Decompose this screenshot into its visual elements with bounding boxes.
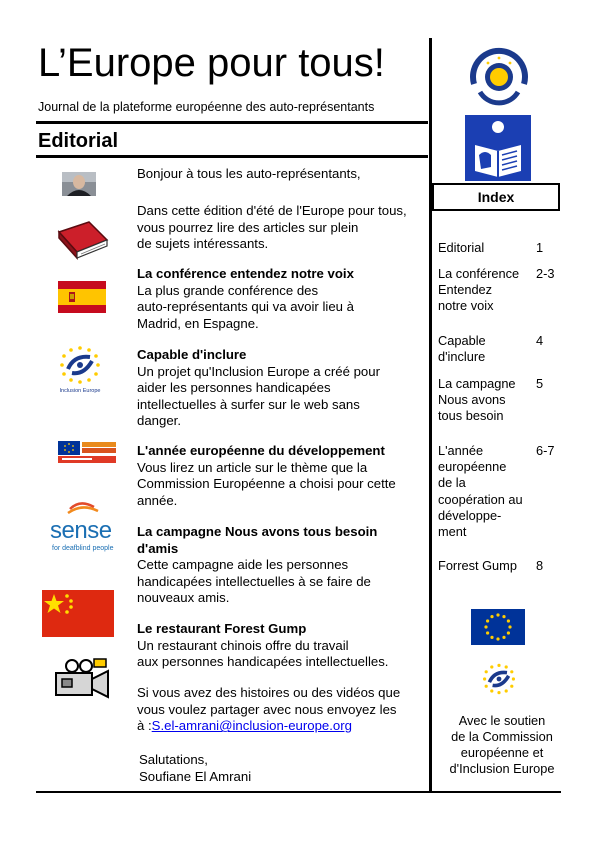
- index-item-label: La conférence: [438, 266, 520, 281]
- page-title: L’Europe pour tous!: [38, 41, 385, 85]
- video-camera-icon: [54, 657, 110, 699]
- intro-text: [137, 203, 407, 253]
- article-line: La plus grande conférence des: [137, 282, 319, 298]
- person-photo-icon: [62, 172, 96, 196]
- article-line: Vous lirez un article sur le thème que la: [137, 459, 368, 475]
- index-item-label: Forrest Gump: [438, 558, 517, 573]
- article-line: Cette campagne aide les personnes: [137, 557, 349, 573]
- signature-text: Soufiane El Amrani: [139, 768, 252, 784]
- support-line: d'Inclusion Europe: [449, 761, 555, 776]
- header-rule-top: [36, 121, 428, 124]
- index-item-label: Nous avons: [438, 392, 506, 408]
- article-conference: [137, 266, 354, 332]
- article-line: aux personnes handicapées intellectuelles.: [137, 654, 389, 670]
- easy-to-read-logo-icon: [465, 115, 531, 181]
- support-line: de la Commission: [451, 729, 553, 744]
- index-item-editorial[interactable]: [438, 240, 533, 256]
- article-line: année.: [137, 492, 178, 508]
- article-line: Commission Européenne a choisi pour cette: [137, 476, 396, 492]
- header-rule-bottom: [36, 155, 428, 158]
- article-line: auto-représentants qui va avoir lieu à: [137, 299, 354, 315]
- greeting-text: Bonjour à tous les auto-représentants,: [137, 166, 361, 181]
- index-item-label: notre voix: [438, 298, 494, 314]
- closing-text: Salutations,: [139, 752, 208, 767]
- article-campagne: [137, 524, 377, 607]
- inclusion-europe-small-logo-icon: [476, 663, 522, 703]
- stories-line-email: [137, 718, 400, 735]
- index-item-label: développe-: [438, 507, 502, 523]
- article-restaurant: [137, 621, 388, 671]
- inclusion-europe-logo-text: Inclusion Europe: [59, 388, 101, 394]
- index-item-page: 5: [536, 376, 544, 391]
- intro-line: Dans cette édition d'été de l'Europe pour tous,: [137, 203, 407, 218]
- circular-eu-logo-icon: [466, 44, 532, 110]
- sense-logo-tagline: for deafblind people: [52, 545, 114, 552]
- section-title: Editorial: [38, 130, 119, 152]
- article-heading: La campagne Nous avons tous besoin: [137, 524, 378, 539]
- article-line: danger.: [137, 413, 181, 429]
- article-line: Un restaurant chinois offre du travail: [137, 637, 349, 653]
- stories-line: Si vous avez des histoires ou des vidéos que: [137, 685, 401, 700]
- footer-rule: [36, 791, 561, 793]
- article-heading: Le restaurant Forest Gump: [137, 621, 307, 636]
- index-item-page: 2-3: [536, 266, 555, 281]
- article-heading: L'année européenne du développement: [137, 443, 385, 458]
- index-title: Index: [432, 183, 560, 211]
- intro-line: vous pourrez lire des articles sur plein: [137, 219, 359, 235]
- index-item-page: 4: [536, 333, 544, 348]
- stories-line: vous voulez partager avec nous envoyez les: [137, 701, 397, 717]
- article-line: nouveaux amis.: [137, 590, 230, 606]
- article-heading: Capable d'inclure: [137, 347, 247, 362]
- red-book-icon: [55, 218, 111, 260]
- index-item-label: Capable: [438, 333, 486, 348]
- index-item-label: L'année: [438, 443, 484, 458]
- index-item-label: La campagne: [438, 376, 516, 391]
- article-line: intellectuelles à surfer sur le web sans: [137, 396, 360, 412]
- support-text: [432, 713, 572, 777]
- index-item-page: 8: [536, 558, 544, 573]
- index-item-label: tous besoin: [438, 408, 504, 424]
- index-item-page: 1: [536, 240, 544, 255]
- column-divider: [429, 38, 432, 792]
- article-line: handicapées intellectuelles à se faire de: [137, 573, 371, 589]
- article-heading: d'amis: [137, 540, 179, 556]
- intro-line: de sujets intéressants.: [137, 236, 269, 252]
- eu-year-banner-icon: [58, 441, 116, 463]
- index-item-forrest-gump[interactable]: [438, 558, 533, 574]
- index-item-conference[interactable]: [438, 266, 533, 315]
- index-item-label: européenne: [438, 459, 507, 475]
- index-item-label: Entendez: [438, 282, 493, 298]
- support-line: Avec le soutien: [458, 713, 546, 728]
- index-item-annee[interactable]: [438, 443, 533, 540]
- article-line: aider les personnes handicapées: [137, 380, 331, 396]
- index-item-label: d'inclure: [438, 349, 486, 365]
- index-item-campagne[interactable]: [438, 376, 533, 425]
- spain-flag-icon: [58, 281, 106, 313]
- index-item-label: ment: [438, 524, 467, 540]
- page-subtitle: Journal de la plateforme européenne des auto-représentants: [38, 100, 375, 114]
- article-heading: La conférence entendez notre voix: [137, 266, 354, 281]
- index-item-label: Editorial: [438, 240, 485, 255]
- article-line: Madrid, en Espagne.: [137, 315, 259, 331]
- eu-flag-icon: [471, 609, 525, 645]
- email-link[interactable]: S.el-amrani@inclusion-europe.org: [151, 718, 352, 734]
- support-line: européenne et: [460, 745, 544, 760]
- email-prefix: à :: [137, 718, 152, 734]
- china-flag-icon: [42, 590, 114, 637]
- article-line: Un projet qu'Inclusion Europe a créé pour: [137, 363, 380, 379]
- stories-text: [137, 685, 400, 735]
- sense-logo-text: sense: [50, 517, 112, 544]
- index-item-page: 6-7: [536, 443, 555, 458]
- article-annee: [137, 443, 396, 509]
- closing-block: [139, 752, 251, 785]
- index-item-label: coopération au: [438, 491, 523, 507]
- article-capable: [137, 347, 380, 430]
- index-item-label: de la: [438, 475, 466, 491]
- index-item-capable[interactable]: [438, 333, 533, 365]
